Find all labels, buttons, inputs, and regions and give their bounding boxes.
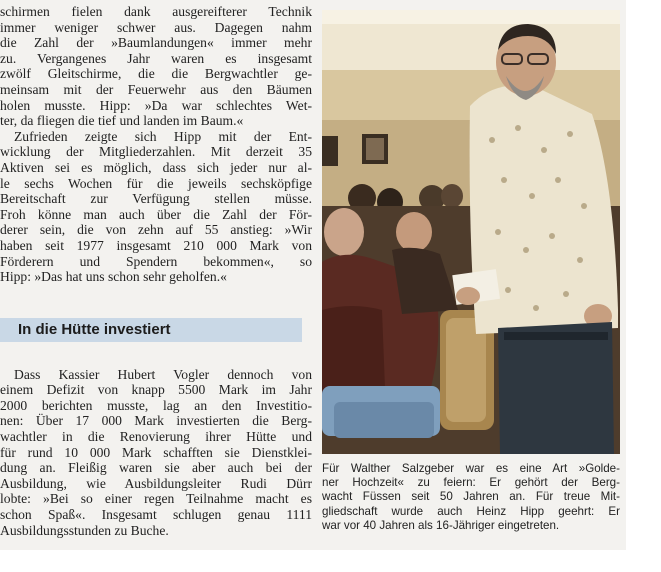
text-line: meinsam mit der Feuerwehr aus den Bäumen [0, 81, 312, 97]
text-line: Ausbildungsstunden zu Buche. [0, 522, 169, 538]
text-line: wachtler in die Renovierung ihrer Hütte und [0, 428, 312, 444]
text-line: nen: Über 17 000 Mark investierten die Berg- [0, 413, 312, 429]
article-column-top [0, 4, 312, 285]
text-line: Aktiven sei es möglich, dass sich jeder nur al- [0, 159, 312, 175]
text-line: immer weniger schwer aus. Dagegen nahm [0, 19, 312, 35]
text-line: Hipp: »Das hat uns schon sehr geholfen.« [0, 269, 227, 285]
text-line: haben seit 1977 insgesamt 210 000 Mark von [0, 237, 312, 253]
subheading-band [0, 318, 302, 342]
text-line: für rund 10 000 Mark schafften sie Dienstklei- [0, 444, 312, 460]
text-line: die Zahl der »Baumlandungen« immer mehr [0, 35, 312, 51]
caption-line: war vor 40 Jahren als 16-Jähriger eingetreten. [322, 518, 560, 532]
text-line: Bereitschaft zur Verfügung stellen müsse. [0, 191, 312, 207]
text-line: wicklung der Mitgliederzahlen. Mit derzeit 35 [0, 144, 312, 160]
text-line: dung an. Fleißig waren sie aber auch bei der [0, 460, 312, 476]
text-line: Zufrieden zeigte sich Hipp mit der Ent- [14, 128, 312, 144]
paragraph-1 [0, 4, 312, 129]
text-line: lobte: »Bei so einer regen Teilnahme macht es [0, 491, 312, 507]
article-column-bottom [0, 353, 312, 552]
text-line: Ausbildung, wie Ausbildungsleiter Rudi Dürr [0, 475, 312, 491]
text-line: zu. Vergangenes Jahr waren es insgesamt [0, 50, 312, 66]
text-line: 2000 berichten musste, lag an den Investitio- [0, 397, 312, 413]
photo-caption [322, 462, 620, 533]
text-line: holen musste. Hipp: »Da war schlechtes Wet- [0, 97, 312, 113]
text-line: Förderern und Spendern bekommen«, so [0, 253, 312, 269]
photo-illustration [322, 10, 620, 454]
caption-line: Für Walther Salzgeber war es eine Art »Golde- [322, 462, 620, 475]
text-line: ter, da fliegen die tief und landen im Baum.« [0, 113, 244, 129]
paragraph-2 [0, 129, 312, 285]
text-line: derer sein, die von zehn auf 55 anstieg: »Wir [0, 222, 312, 238]
text-line: zwölf Gleitschirme, die die Bergwachtler ge- [0, 66, 312, 82]
press-photo [322, 10, 620, 454]
paragraph-3 [0, 367, 312, 539]
text-line: Froh könne man auch über die Zahl der För- [0, 206, 312, 222]
text-line: le sechs Wochen für die jeweils sechsköpfige [0, 175, 312, 191]
caption-line: ner Hochzeit« zu feiern: Er gehört der Berg- [322, 476, 620, 490]
subheading: In die Hütte investiert [18, 321, 171, 338]
caption-line: gliedschaft wurde auch Heinz Hipp geehrt: Er [322, 504, 620, 518]
text-line: schirmen fielen dank ausgereifterer Technik [0, 4, 312, 19]
text-line: Dass Kassier Hubert Vogler dennoch von [14, 366, 312, 382]
caption-line: wacht Füssen seit 50 Jahren an. Für treue Mit- [322, 490, 620, 504]
text-line: schon Spaß«. Insgesamt schlugen genau 1111 [0, 506, 312, 522]
text-line: einem Defizit von knapp 5500 Mark im Jahr [0, 382, 312, 398]
